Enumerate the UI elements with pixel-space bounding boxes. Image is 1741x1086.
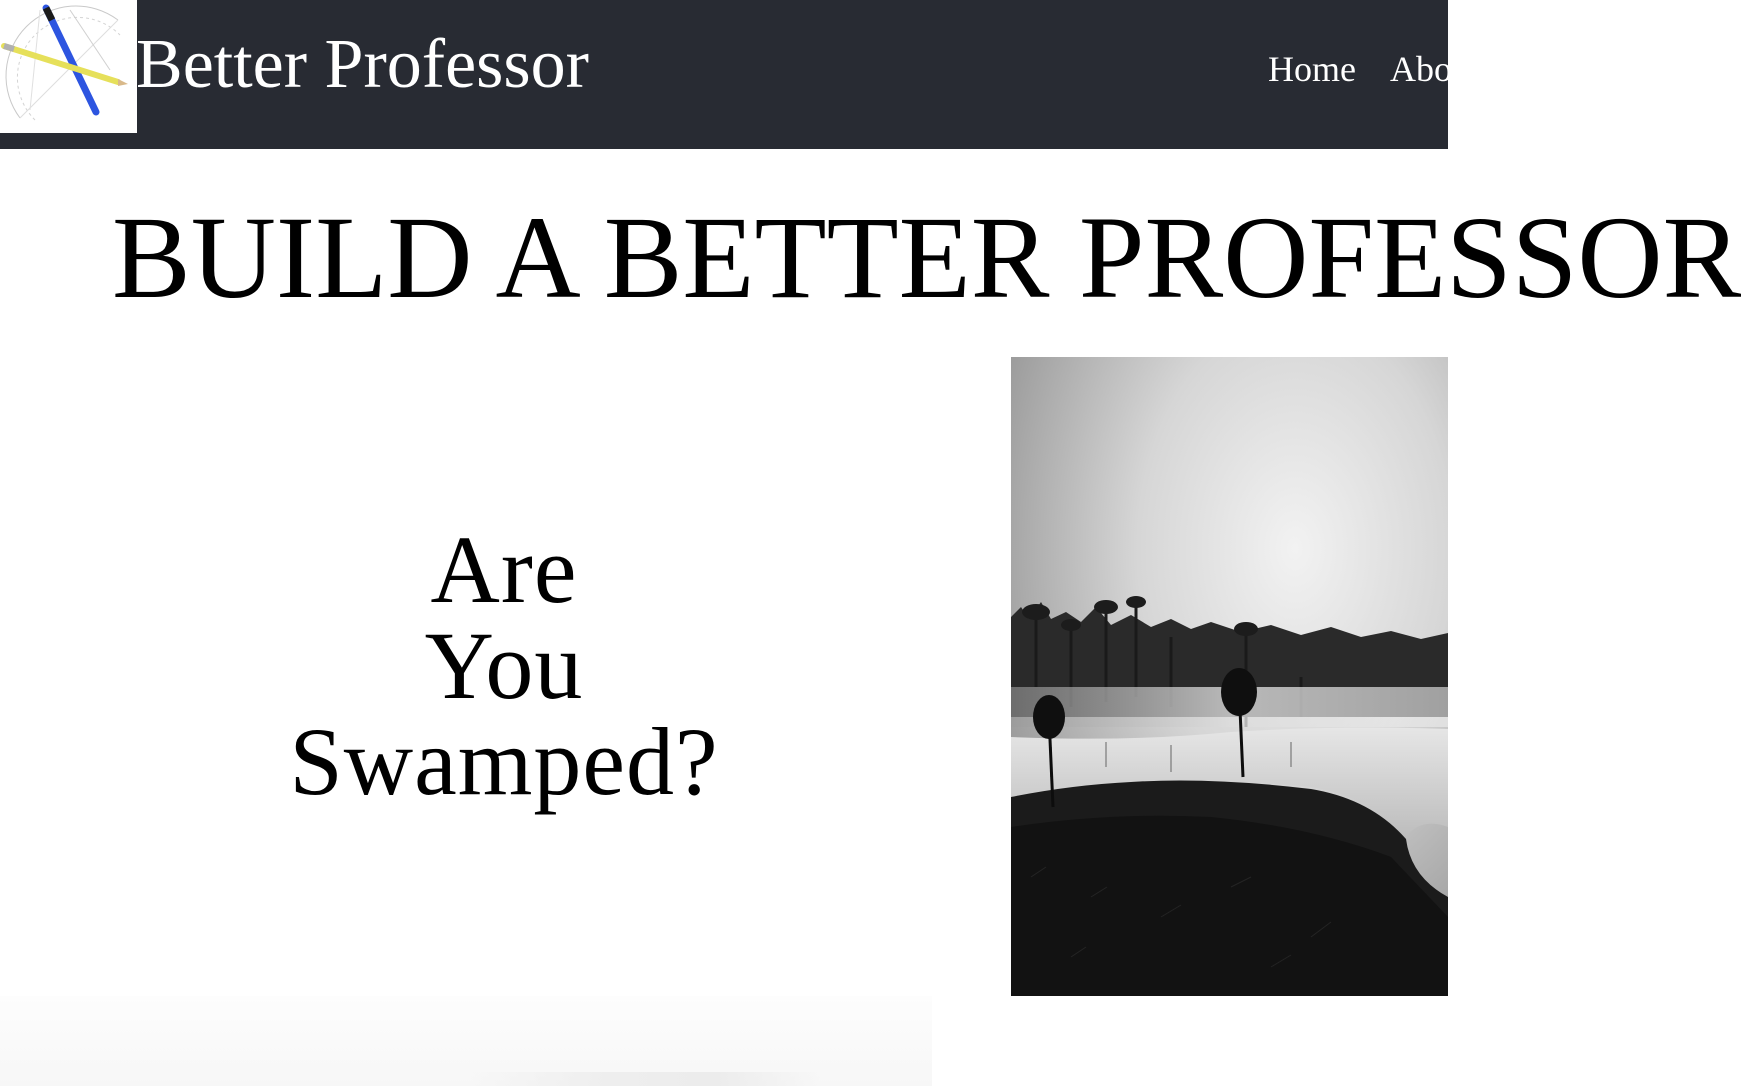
site-brand-title[interactable]: Better Professor (136, 26, 589, 103)
nav-home-link[interactable]: Home (1268, 49, 1356, 89)
pencil-compass-logo-icon[interactable] (0, 0, 137, 133)
nav-about-link[interactable]: About (1389, 49, 1480, 89)
swamped-line-3: Swamped? (289, 708, 719, 815)
hero-title: BUILD A BETTER PROFESSOR (112, 192, 1741, 323)
swamped-line-2: You (424, 612, 584, 719)
site-header (0, 0, 1480, 149)
swamped-heading (200, 516, 808, 815)
faded-section-divider (470, 1072, 820, 1086)
main-nav (1268, 48, 1514, 90)
swamped-line-1: Are (430, 516, 578, 623)
misty-swamp-photo (1011, 357, 1448, 996)
